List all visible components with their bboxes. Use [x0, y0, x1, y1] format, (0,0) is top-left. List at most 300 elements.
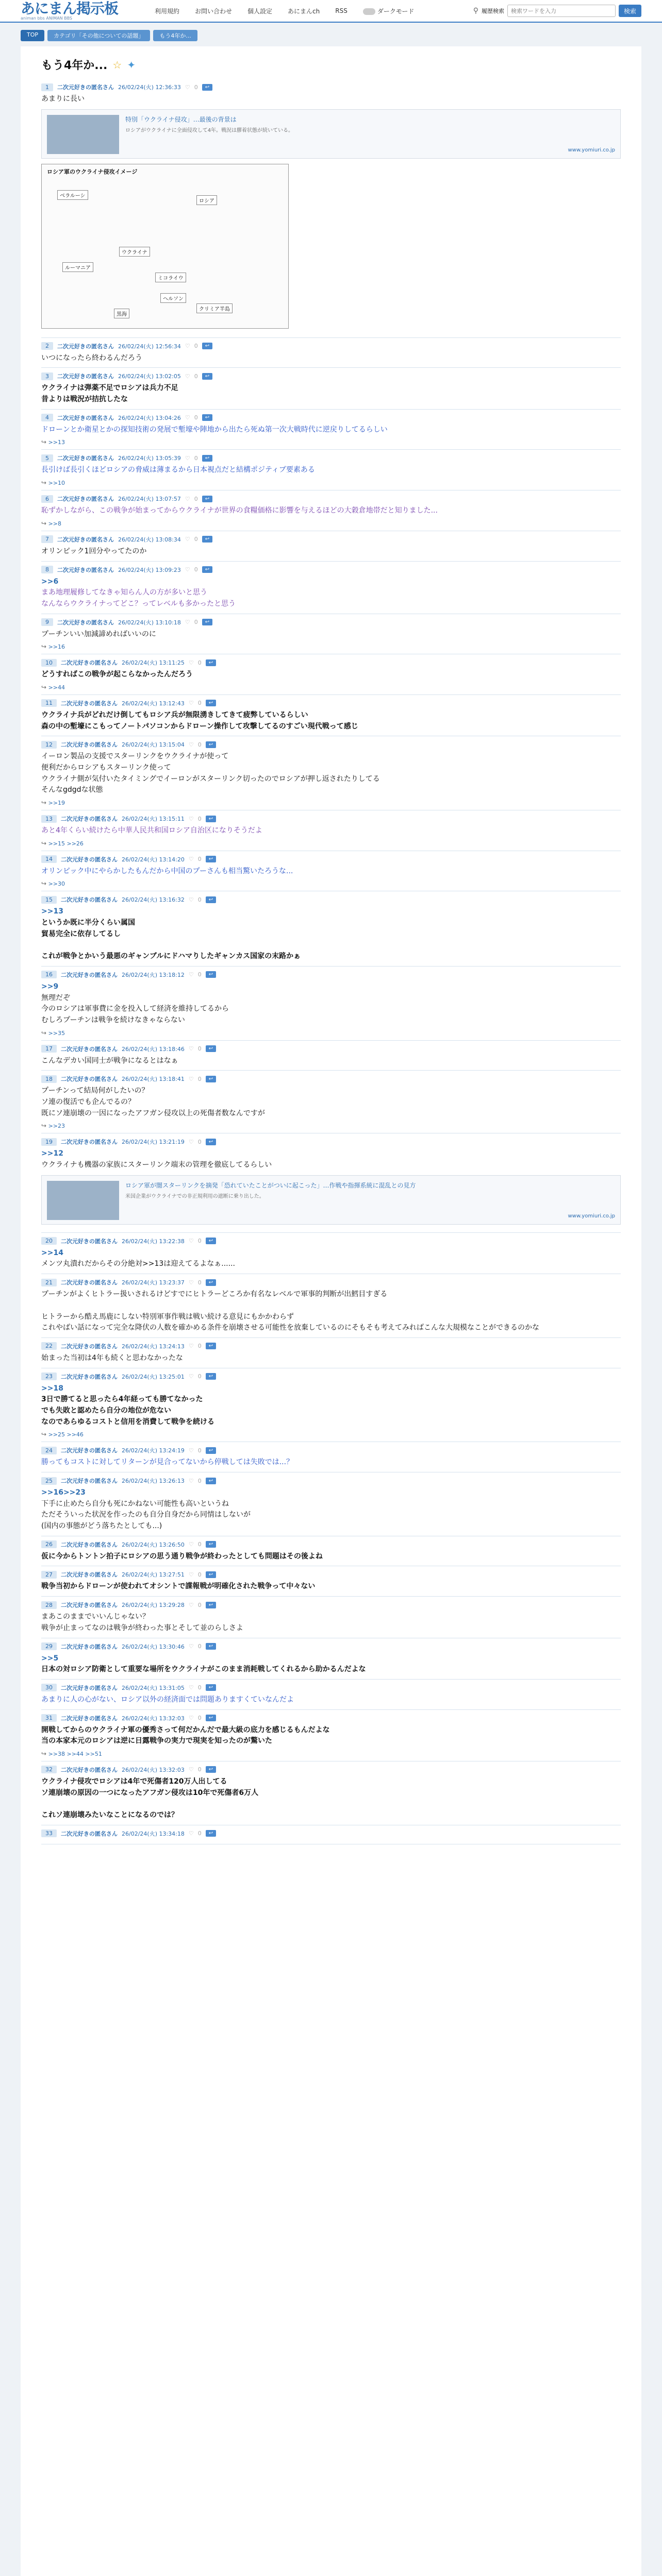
post-number[interactable]: 1	[41, 83, 53, 91]
map-region-label: ヘルソン	[160, 293, 186, 303]
post-text: 恥ずかしながら、この戦争が始まってからウクライナが世界の食糧価格に影響を与えるほどの大穀倉地帯だと知りました...	[41, 506, 438, 515]
reply-button[interactable]: ↩	[206, 1139, 216, 1145]
reply-links[interactable]: >>38 >>44 >>51	[48, 1750, 102, 1757]
post-author: 二次元好きの匿名さん	[61, 1238, 118, 1245]
like-count: 0	[197, 1541, 202, 1548]
post-number[interactable]: 12	[41, 741, 57, 749]
thread-post	[41, 1233, 621, 1274]
star-favorite-icon[interactable]: ☆	[112, 58, 122, 71]
like-icon[interactable]: ♡	[188, 1643, 194, 1650]
like-icon[interactable]: ♡	[188, 1541, 194, 1548]
like-icon[interactable]: ♡	[188, 1138, 194, 1145]
like-icon[interactable]: ♡	[188, 1238, 194, 1245]
post-number[interactable]: 15	[41, 896, 57, 904]
like-icon[interactable]: ♡	[188, 1447, 194, 1454]
post-number[interactable]: 10	[41, 659, 57, 667]
post-number[interactable]: 7	[41, 535, 53, 543]
like-icon[interactable]: ♡	[185, 566, 190, 573]
link-card-url[interactable]: www.yomiuri.co.jp	[568, 147, 615, 153]
reply-button[interactable]: ↩	[206, 1541, 216, 1548]
post-number[interactable]: 2	[41, 342, 53, 350]
post-text: オリンピック1回分やってたのか	[41, 547, 147, 555]
reply-button[interactable]: ↩	[202, 84, 212, 91]
reply-button[interactable]: ↩	[202, 414, 212, 421]
thread-post	[41, 490, 621, 531]
post-author: 二次元好きの匿名さん	[61, 659, 118, 667]
reply-button[interactable]: ↩	[206, 1766, 216, 1773]
reply-arrow-icon[interactable]: ↪	[41, 880, 47, 888]
post-header	[41, 658, 621, 667]
nav-contact[interactable]: お問い合わせ	[195, 7, 233, 15]
like-count: 0	[194, 414, 198, 421]
post-number[interactable]: 23	[41, 1372, 57, 1380]
post-author: 二次元好きの匿名さん	[57, 414, 114, 421]
post-number[interactable]: 19	[41, 1138, 57, 1146]
post-text: ドローンとか衛星とかの探知技術の発展で塹壕や陣地から出たら死ぬ第一次大戦時代に逆戻りしてるらしい	[41, 425, 388, 434]
post-replies	[41, 643, 621, 650]
post-header	[41, 1477, 621, 1485]
post-number[interactable]: 22	[41, 1342, 57, 1350]
reply-links[interactable]: >>15 >>26	[48, 840, 84, 847]
breadcrumb-thread[interactable]: もう4年か...	[153, 30, 197, 41]
like-count: 0	[194, 83, 198, 91]
like-count: 0	[197, 1684, 202, 1691]
reply-button[interactable]: ↩	[206, 856, 216, 862]
like-icon[interactable]: ♡	[185, 343, 190, 350]
post-author: 二次元好きの匿名さん	[61, 816, 118, 823]
reply-button[interactable]: ↩	[202, 455, 212, 462]
post-author: 二次元好きの匿名さん	[61, 1139, 118, 1146]
post-date: 26/02/24(火) 13:25:01	[122, 1373, 185, 1380]
like-icon[interactable]: ♡	[188, 1715, 194, 1722]
post-body	[41, 465, 621, 476]
reply-links[interactable]: >>44	[48, 684, 65, 691]
reply-button[interactable]: ↩	[202, 566, 212, 573]
reply-button[interactable]: ↩	[206, 896, 216, 903]
like-icon[interactable]: ♡	[188, 700, 194, 707]
like-icon[interactable]: ♡	[185, 454, 190, 462]
post-header	[41, 1045, 621, 1053]
post-body	[41, 1457, 621, 1468]
post-number[interactable]: 28	[41, 1601, 57, 1609]
post-replies	[41, 479, 621, 486]
like-icon[interactable]: ♡	[185, 372, 190, 380]
like-icon[interactable]: ♡	[188, 1766, 194, 1773]
reply-links[interactable]: >>19	[48, 800, 65, 807]
like-icon[interactable]: ♡	[188, 1045, 194, 1053]
thread-post	[41, 1680, 621, 1710]
post-text: あと4年くらい続けたら中華人民共和国ロシア自治区になりそうだよ	[41, 826, 262, 835]
post-header	[41, 566, 621, 574]
site-logo[interactable]	[21, 2, 144, 21]
post-header	[41, 1446, 621, 1454]
post-body	[41, 906, 621, 962]
like-icon[interactable]: ♡	[188, 1279, 194, 1286]
post-number[interactable]: 32	[41, 1766, 57, 1773]
reply-button[interactable]: ↩	[206, 1684, 216, 1691]
thread-post	[41, 562, 621, 614]
thread-post	[41, 851, 621, 892]
like-icon[interactable]: ♡	[188, 815, 194, 822]
post-body	[41, 1353, 621, 1364]
reply-arrow-icon[interactable]: ↪	[41, 683, 47, 691]
reply-button[interactable]: ↩	[202, 343, 212, 349]
post-header	[41, 699, 621, 707]
post-author: 二次元好きの匿名さん	[61, 1447, 118, 1454]
post-text: オリンピック中にやらかしたもんだから中国のプーさんも相当驚いたろうな...	[41, 867, 293, 875]
thread-post	[41, 1597, 621, 1638]
post-text: どうすればこの戦争が起こらなかったんだろう	[41, 670, 193, 679]
reply-button[interactable]: ↩	[206, 1643, 216, 1650]
like-icon[interactable]: ♡	[188, 659, 194, 666]
nav-rss[interactable]: RSS	[335, 7, 347, 14]
post-author: 二次元好きの匿名さん	[61, 1478, 118, 1484]
reply-links[interactable]: >>35	[48, 1029, 65, 1037]
link-card-thumbnail	[47, 115, 119, 154]
post-header	[41, 1642, 621, 1651]
reply-button[interactable]: ↩	[206, 1478, 216, 1484]
post-text: 長引けば長引くほどロシアの脅威は薄まるから日本視点だと結構ポジティブ要素ある	[41, 466, 315, 474]
reply-button[interactable]: ↩	[206, 1343, 216, 1349]
thread-post	[41, 1638, 621, 1680]
reply-links[interactable]: >>16	[48, 643, 65, 651]
reply-arrow-icon[interactable]: ↪	[41, 839, 47, 847]
breadcrumb-category[interactable]: カテゴリ「その他についての話題」	[47, 30, 150, 41]
thread-post	[41, 1041, 621, 1071]
post-date: 26/02/24(火) 13:09:23	[118, 566, 181, 573]
like-icon[interactable]: ♡	[188, 1373, 194, 1380]
like-icon[interactable]: ♡	[188, 1830, 194, 1837]
post-body	[41, 1694, 621, 1706]
like-icon[interactable]: ♡	[185, 619, 190, 626]
post-body	[41, 981, 621, 1026]
post-author: 二次元好きの匿名さん	[57, 536, 114, 543]
post-author: 二次元好きの匿名さん	[57, 496, 114, 503]
post-header	[41, 1540, 621, 1549]
post-body	[41, 1776, 621, 1821]
post-header	[41, 535, 621, 544]
post-number[interactable]: 13	[41, 815, 57, 823]
like-count: 0	[197, 1238, 202, 1245]
like-icon[interactable]: ♡	[188, 896, 194, 903]
like-count: 0	[197, 1477, 202, 1484]
post-number[interactable]: 21	[41, 1279, 57, 1286]
post-number[interactable]: 4	[41, 414, 53, 421]
like-icon[interactable]: ♡	[185, 414, 190, 421]
thread-post	[41, 695, 621, 736]
post-number[interactable]: 29	[41, 1642, 57, 1650]
link-card-url[interactable]: www.yomiuri.co.jp	[568, 1213, 615, 1219]
post-number[interactable]: 17	[41, 1045, 57, 1053]
link-card-title[interactable]: ロシア軍が闇スターリンクを摘発「恐れていたことがついに起こった」…作戦や指揮系統に混乱との見方	[125, 1181, 416, 1189]
reply-button[interactable]: ↩	[206, 1715, 216, 1721]
reply-arrow-icon[interactable]: ↪	[41, 519, 47, 527]
nav-settings[interactable]: 個人設定	[247, 7, 273, 15]
like-count: 0	[194, 495, 198, 502]
like-count: 0	[197, 1045, 202, 1053]
post-anchor-link[interactable]: >>9	[41, 982, 59, 991]
post-header	[41, 414, 621, 422]
map-region-label: クリミア半島	[196, 303, 233, 313]
post-header	[41, 971, 621, 979]
site-header	[0, 0, 662, 23]
post-number[interactable]: 11	[41, 699, 57, 707]
reply-arrow-icon[interactable]: ↪	[41, 1750, 47, 1757]
post-text: 開戦してからのウクライナ軍の優秀さって何だかんだで最大級の底力を感じるもんだよな 当の本家本元のロシアは逆に日露戦争の実力で現実を知ったのが驚いた	[41, 1725, 330, 1745]
thread-post	[41, 1825, 621, 1844]
reply-links[interactable]: >>23	[48, 1123, 65, 1130]
like-count: 0	[197, 700, 202, 707]
post-header	[41, 1766, 621, 1774]
reply-button[interactable]: ↩	[202, 373, 212, 380]
post-header	[41, 1714, 621, 1722]
post-number[interactable]: 3	[41, 372, 53, 380]
reply-button[interactable]: ↩	[206, 1045, 216, 1052]
reply-links[interactable]: >>8	[48, 520, 61, 527]
post-number[interactable]: 18	[41, 1075, 57, 1083]
post-number[interactable]: 33	[41, 1829, 57, 1837]
post-number[interactable]: 27	[41, 1571, 57, 1579]
post-replies	[41, 840, 621, 847]
like-icon[interactable]: ♡	[188, 1343, 194, 1350]
post-date: 26/02/24(火) 13:29:28	[122, 1602, 185, 1609]
search-button[interactable]: 検索	[619, 5, 641, 17]
reply-button[interactable]: ↩	[206, 816, 216, 822]
toggle-icon[interactable]	[363, 8, 375, 15]
nav-animanch[interactable]: あにまんch	[288, 7, 320, 15]
dark-mode-toggle[interactable]	[363, 7, 415, 15]
post-anchor-link[interactable]: >>13	[41, 907, 63, 916]
post-number[interactable]: 25	[41, 1477, 57, 1485]
post-body	[41, 1653, 621, 1675]
post-replies	[41, 880, 621, 887]
post-body	[41, 1248, 621, 1270]
map-region-label: ウクライナ	[119, 247, 150, 257]
post-text: プーチンがよくヒトラー扱いされるけどすでにヒトラーどころか有名なレベルで軍事的判断が出鱈目すぎる ヒトラーから酷え馬鹿にしない特別軍事作戦は戦い続ける意見にもかかわらず これやばい話になって完全な降伏の人数を確かめる条件を崩壊させる可能性を放棄しているのにそもそも考えてみればこんな大規模なことができるのかな	[41, 1290, 539, 1332]
like-icon[interactable]: ♡	[188, 856, 194, 863]
thread-post	[41, 79, 621, 338]
logo-text[interactable]: あにまん掲示板	[21, 0, 119, 17]
post-author: 二次元好きの匿名さん	[57, 619, 114, 626]
reply-arrow-icon[interactable]: ↪	[41, 479, 47, 487]
reply-button[interactable]: ↩	[206, 741, 216, 748]
like-icon[interactable]: ♡	[188, 741, 194, 748]
reply-button[interactable]: ↩	[206, 1447, 216, 1454]
post-author: 二次元好きの匿名さん	[57, 343, 114, 350]
like-icon[interactable]: ♡	[188, 1571, 194, 1578]
reply-arrow-icon[interactable]: ↪	[41, 1122, 47, 1130]
link-card-title[interactable]: 特別「ウクライナ侵攻」…最後の背景は	[125, 115, 237, 123]
post-replies	[41, 1431, 621, 1438]
post-text: あまりに人の心がない、ロシア以外の経済面では問題ありますくていなんだよ	[41, 1695, 294, 1704]
link-card[interactable]	[41, 1175, 621, 1225]
post-anchor-link[interactable]: >>14	[41, 1248, 63, 1257]
post-number[interactable]: 14	[41, 855, 57, 863]
reply-links[interactable]: >>25 >>46	[48, 1431, 84, 1438]
like-icon[interactable]: ♡	[185, 536, 190, 543]
post-body	[41, 1383, 621, 1428]
like-count: 0	[197, 1447, 202, 1454]
search-input[interactable]	[507, 5, 616, 17]
post-author: 二次元好きの匿名さん	[61, 1076, 118, 1083]
post-author: 二次元好きの匿名さん	[61, 1715, 118, 1722]
post-body	[41, 353, 621, 364]
post-author: 二次元好きの匿名さん	[61, 1602, 118, 1609]
link-card-content	[125, 1181, 615, 1219]
thread-post	[41, 1536, 621, 1567]
thread-title-row	[41, 57, 621, 73]
thread-post	[41, 338, 621, 368]
post-anchor-link[interactable]: >>5	[41, 1654, 59, 1663]
reply-links[interactable]: >>30	[48, 880, 65, 888]
reply-button[interactable]: ↩	[206, 1238, 216, 1244]
post-number[interactable]: 20	[41, 1237, 57, 1245]
post-date: 26/02/24(火) 12:36:33	[118, 84, 181, 91]
post-text: 日本の対ロシア防衛として重要な場所をウクライナがこのまま消耗戦してくれるから助かるんだよな	[41, 1665, 366, 1674]
post-body	[41, 1612, 621, 1634]
post-number[interactable]: 31	[41, 1714, 57, 1722]
post-number[interactable]: 6	[41, 495, 53, 503]
reply-arrow-icon[interactable]: ↪	[41, 438, 47, 446]
map-region-label: ルーマニア	[62, 262, 93, 272]
post-body	[41, 751, 621, 796]
reply-button[interactable]: ↩	[206, 1373, 216, 1380]
like-icon[interactable]: ♡	[188, 1601, 194, 1608]
twitter-share-icon[interactable]: ✦	[127, 58, 136, 71]
like-count: 0	[197, 815, 202, 822]
post-number[interactable]: 16	[41, 971, 57, 978]
thread-post	[41, 1368, 621, 1443]
thread-post	[41, 810, 621, 851]
post-body	[41, 546, 621, 557]
post-date: 26/02/24(火) 13:34:18	[122, 1830, 185, 1837]
reply-links[interactable]: >>13	[48, 439, 65, 446]
reply-button[interactable]: ↩	[206, 700, 216, 706]
post-body	[41, 1725, 621, 1747]
like-icon[interactable]: ♡	[185, 495, 190, 502]
post-header	[41, 1278, 621, 1286]
post-date: 26/02/24(火) 13:24:19	[122, 1447, 185, 1454]
like-count: 0	[194, 343, 198, 350]
post-date: 26/02/24(火) 13:16:32	[122, 896, 185, 904]
post-anchor-link[interactable]: >>18	[41, 1384, 63, 1393]
reply-arrow-icon[interactable]: ↪	[41, 643, 47, 651]
post-number[interactable]: 9	[41, 618, 53, 626]
post-date: 26/02/24(火) 13:21:19	[122, 1139, 185, 1146]
link-card-desc: 米国企業がウクライナでの非正規利用の遮断に乗り出した。	[125, 1193, 264, 1199]
post-date: 26/02/24(火) 12:56:34	[118, 343, 181, 350]
link-card[interactable]	[41, 109, 621, 159]
thread-post	[41, 1071, 621, 1133]
post-text: 始まった当初は4年も続くと思わなかったな	[41, 1353, 183, 1362]
post-author: 二次元好きの匿名さん	[61, 700, 118, 707]
post-number[interactable]: 5	[41, 454, 53, 462]
post-anchor-link[interactable]: >>6	[41, 577, 59, 586]
top-nav	[155, 7, 414, 15]
map-title: ロシア軍のウクライナ侵攻イメージ	[47, 168, 138, 175]
like-count: 0	[197, 971, 202, 978]
post-header	[41, 1372, 621, 1381]
post-header	[41, 1237, 621, 1245]
post-header	[41, 454, 621, 462]
reply-button[interactable]: ↩	[202, 496, 212, 502]
post-text: 下手に止めたら自分も死にかねない可能性も高いというね ただそういった状況を作ったのも自分自身だから同情はしないが (国内の事態がどう落ちたとしても...)	[41, 1499, 251, 1531]
post-text: ウクライナも機器の家族にスターリンク端末の管理を徹底してるらしい	[41, 1161, 272, 1170]
post-text: まあこのままでいいんじゃない？ 戦争が止まってなのは戦争が終わった事とそして並のらしさよ	[41, 1613, 243, 1632]
post-number[interactable]: 26	[41, 1540, 57, 1548]
thread-post	[41, 450, 621, 490]
post-author: 二次元好きの匿名さん	[61, 741, 118, 749]
reply-button[interactable]: ↩	[206, 1602, 216, 1608]
reply-button[interactable]: ↩	[206, 659, 216, 666]
link-card-thumbnail	[47, 1181, 119, 1220]
post-date: 26/02/24(火) 13:32:03	[122, 1766, 185, 1773]
post-date: 26/02/24(火) 13:05:39	[118, 455, 181, 462]
post-author: 二次元好きの匿名さん	[61, 1279, 118, 1286]
thread-post	[41, 967, 621, 1041]
thread-post	[41, 1472, 621, 1536]
nav-terms[interactable]: 利用規約	[155, 7, 180, 15]
post-text: メンツ丸潰れだからその分絶対>>13は迎えてるよなぁ......	[41, 1260, 235, 1268]
like-icon[interactable]: ♡	[188, 971, 194, 978]
post-number[interactable]: 30	[41, 1684, 57, 1691]
like-icon[interactable]: ♡	[188, 1684, 194, 1691]
reply-arrow-icon[interactable]: ↪	[41, 1029, 47, 1037]
post-text: 無理だぞ 今のロシアは軍事費に金を投入して経済を維持してるから むしろプーチンは戦争を続けなきゃならない	[41, 993, 229, 1024]
post-number[interactable]: 24	[41, 1447, 57, 1454]
invasion-map-image	[41, 164, 289, 329]
reply-arrow-icon[interactable]: ↪	[41, 799, 47, 807]
post-text: 戦争当初からドローンが使われてオシントで諜報戦が明確化された戦争って中々ない	[41, 1582, 316, 1591]
like-icon[interactable]: ♡	[188, 1477, 194, 1484]
reply-button[interactable]: ↩	[206, 1076, 216, 1082]
reply-arrow-icon[interactable]: ↪	[41, 1431, 47, 1438]
like-icon[interactable]: ♡	[185, 83, 190, 91]
post-author: 二次元好きの匿名さん	[61, 1541, 118, 1548]
reply-button[interactable]: ↩	[202, 619, 212, 625]
post-number[interactable]: 8	[41, 566, 53, 573]
post-replies	[41, 1029, 621, 1037]
reply-button[interactable]: ↩	[206, 971, 216, 978]
post-date: 26/02/24(火) 13:10:18	[118, 619, 181, 626]
thread-post	[41, 891, 621, 966]
reply-button[interactable]: ↩	[206, 1571, 216, 1578]
post-anchor-link[interactable]: >>12	[41, 1149, 63, 1158]
reply-button[interactable]: ↩	[202, 536, 212, 543]
reply-button[interactable]: ↩	[206, 1279, 216, 1286]
breadcrumb-top[interactable]: TOP	[21, 30, 44, 41]
post-text: あまりに長い	[41, 95, 85, 103]
post-text: というか既に半分くらい属国 貿易完全に依存してるし これが戦争とかいう最悪のギャンブルにドハマりしたギャンカス国家の末路かぁ	[41, 919, 301, 961]
post-replies	[41, 438, 621, 446]
post-text: 仮に今からトントン拍子にロシアの思う通り戦争が終わったとしても問題はその後よね	[41, 1552, 323, 1561]
like-count: 0	[197, 856, 202, 863]
reply-links[interactable]: >>10	[48, 480, 65, 487]
thread-post	[41, 1710, 621, 1761]
like-icon[interactable]: ♡	[188, 1075, 194, 1082]
post-author: 二次元好きの匿名さん	[57, 566, 114, 573]
post-date: 26/02/24(火) 13:04:26	[118, 414, 181, 421]
like-count: 0	[197, 896, 202, 903]
post-replies	[41, 684, 621, 691]
post-header	[41, 740, 621, 749]
post-date: 26/02/24(火) 13:18:46	[122, 1045, 185, 1053]
post-header	[41, 1601, 621, 1609]
post-anchor-link[interactable]: >>16>>23	[41, 1488, 86, 1497]
reply-button[interactable]: ↩	[206, 1830, 216, 1837]
search-history-label[interactable]: 履歴検索	[482, 8, 504, 14]
post-text: こんなデカい国同士が戦争になるとはなぁ	[41, 1056, 178, 1065]
